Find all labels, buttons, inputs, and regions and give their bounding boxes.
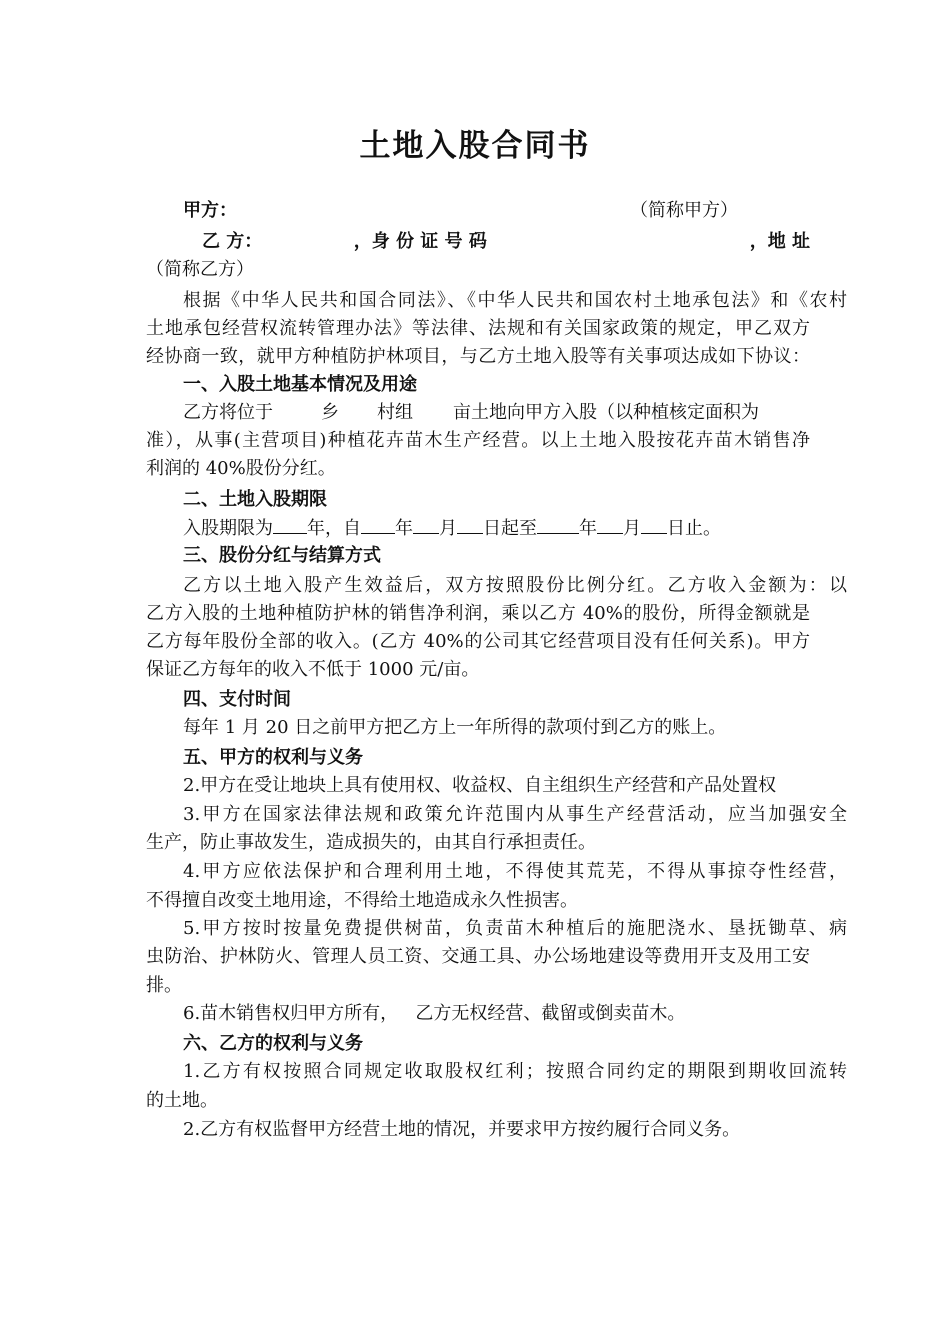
blank-field xyxy=(537,514,579,534)
blank-field xyxy=(597,514,623,534)
section-1-line xyxy=(146,399,847,427)
text-fragment: 年 xyxy=(395,518,413,539)
section-4-line: 每年 1 月 20 日之前甲方把乙方上一年所得的款项付到乙方的账上。 xyxy=(183,717,727,738)
party-b-address-label: ，地 址 xyxy=(749,231,810,252)
blank-field xyxy=(273,514,307,534)
section-3-line: 保证乙方每年的收入不低于 1000 元/亩。 xyxy=(146,659,480,680)
term-line xyxy=(146,514,847,543)
section-3-line: 乙方每年股份全部的收入。(乙方 40%的公司其它经营项目没有任何关系)。甲方 xyxy=(146,631,810,652)
party-a-line xyxy=(146,197,810,225)
blank-field xyxy=(457,514,483,534)
blank-field xyxy=(413,514,439,534)
party-a-label: 甲方： xyxy=(183,200,237,221)
section-5-item: 排。 xyxy=(146,975,182,996)
section-5-item: 2.甲方在受让地块上具有使用权、收益权、自主组织生产经营和产品处置权 xyxy=(183,775,777,796)
section-5-item: 6.苗木销售权归甲方所有， 乙方无权经营、截留或倒卖苗木。 xyxy=(183,1003,686,1024)
section-5-item: 不得擅自改变土地用途，不得给土地造成永久性损害。 xyxy=(146,890,578,911)
text-fragment: 入股期限为 xyxy=(183,518,273,539)
party-b-abbr-line xyxy=(146,256,810,284)
section-5-item: 5.甲方按时按量免费提供树苗，负责苗木种植后的施肥浇水、垦抚锄草、病 xyxy=(183,918,847,939)
blank-field xyxy=(641,514,667,534)
party-b-line xyxy=(146,228,810,256)
text-fragment: 日止。 xyxy=(667,518,721,539)
section-1-line: 准），从事(主营项目)种植花卉苗木生产经营。以上土地入股按花卉苗木销售净 xyxy=(146,430,810,451)
text-fragment: 亩土地向甲方入股（以种植核定面积为 xyxy=(453,402,759,423)
section-heading: 六、乙方的权利与义务 xyxy=(183,1033,363,1054)
blank-field xyxy=(361,514,395,534)
section-heading: 一、入股土地基本情况及用途 xyxy=(183,374,417,395)
text-fragment: 月 xyxy=(439,518,457,539)
section-1-line: 利润的 40%股份分红。 xyxy=(146,458,336,479)
section-5-item: 生产，防止事故发生，造成损失的，由其自行承担责任。 xyxy=(146,832,596,853)
section-3-line: 乙方以土地入股产生效益后，双方按照股份比例分红。乙方收入金额为：以 xyxy=(183,575,847,596)
preamble-line: 土地承包经营权流转管理办法》等法律、法规和有关国家政策的规定，甲乙双方 xyxy=(146,318,810,339)
section-5-item: 3.甲方在国家法律法规和政策允许范围内从事生产经营活动，应当加强安全 xyxy=(183,804,847,825)
document-title: 土地入股合同书 xyxy=(359,128,591,164)
section-6-item: 2.乙方有权监督甲方经营土地的情况，并要求甲方按约履行合同义务。 xyxy=(183,1119,741,1140)
party-b-id-label: ，身 份 证 号 码 xyxy=(353,231,487,252)
section-6-item: 1.乙方有权按照合同规定收取股权红利；按照合同约定的期限到期收回流转 xyxy=(183,1061,847,1082)
text-fragment: 日起至 xyxy=(483,518,537,539)
text-fragment: 月 xyxy=(623,518,641,539)
section-5-item: 虫防治、护林防火、管理人员工资、交通工具、办公场地建设等费用开支及用工安 xyxy=(146,946,810,967)
section-6-item: 的土地。 xyxy=(146,1090,218,1111)
party-b-abbr: （简称乙方） xyxy=(146,259,254,280)
section-heading: 四、支付时间 xyxy=(183,689,291,710)
section-heading: 二、土地入股期限 xyxy=(183,489,327,510)
text-fragment: 年，自 xyxy=(307,518,361,539)
preamble-line: 经协商一致，就甲方种植防护林项目，与乙方土地入股等有关事项达成如下协议： xyxy=(146,346,810,367)
party-b-label: 乙 方： xyxy=(202,231,263,252)
preamble-line: 根据《中华人民共和国合同法》、《中华人民共和国农村土地承包法》和《农村 xyxy=(183,290,847,311)
text-fragment: 乡 xyxy=(321,402,339,423)
section-heading: 三、股份分红与结算方式 xyxy=(183,545,381,566)
section-3-line: 乙方入股的土地种植防护林的销售净利润，乘以乙方 40%的股份，所得金额就是 xyxy=(146,603,810,624)
section-heading: 五、甲方的权利与义务 xyxy=(183,747,363,768)
text-fragment: 村组 xyxy=(377,402,413,423)
section-5-item: 4.甲方应依法保护和合理利用土地，不得使其荒芜，不得从事掠夺性经营， xyxy=(183,861,847,882)
text-fragment: 乙方将位于 xyxy=(183,402,273,423)
party-a-abbr: （简称甲方） xyxy=(630,200,738,221)
text-fragment: 年 xyxy=(579,518,597,539)
